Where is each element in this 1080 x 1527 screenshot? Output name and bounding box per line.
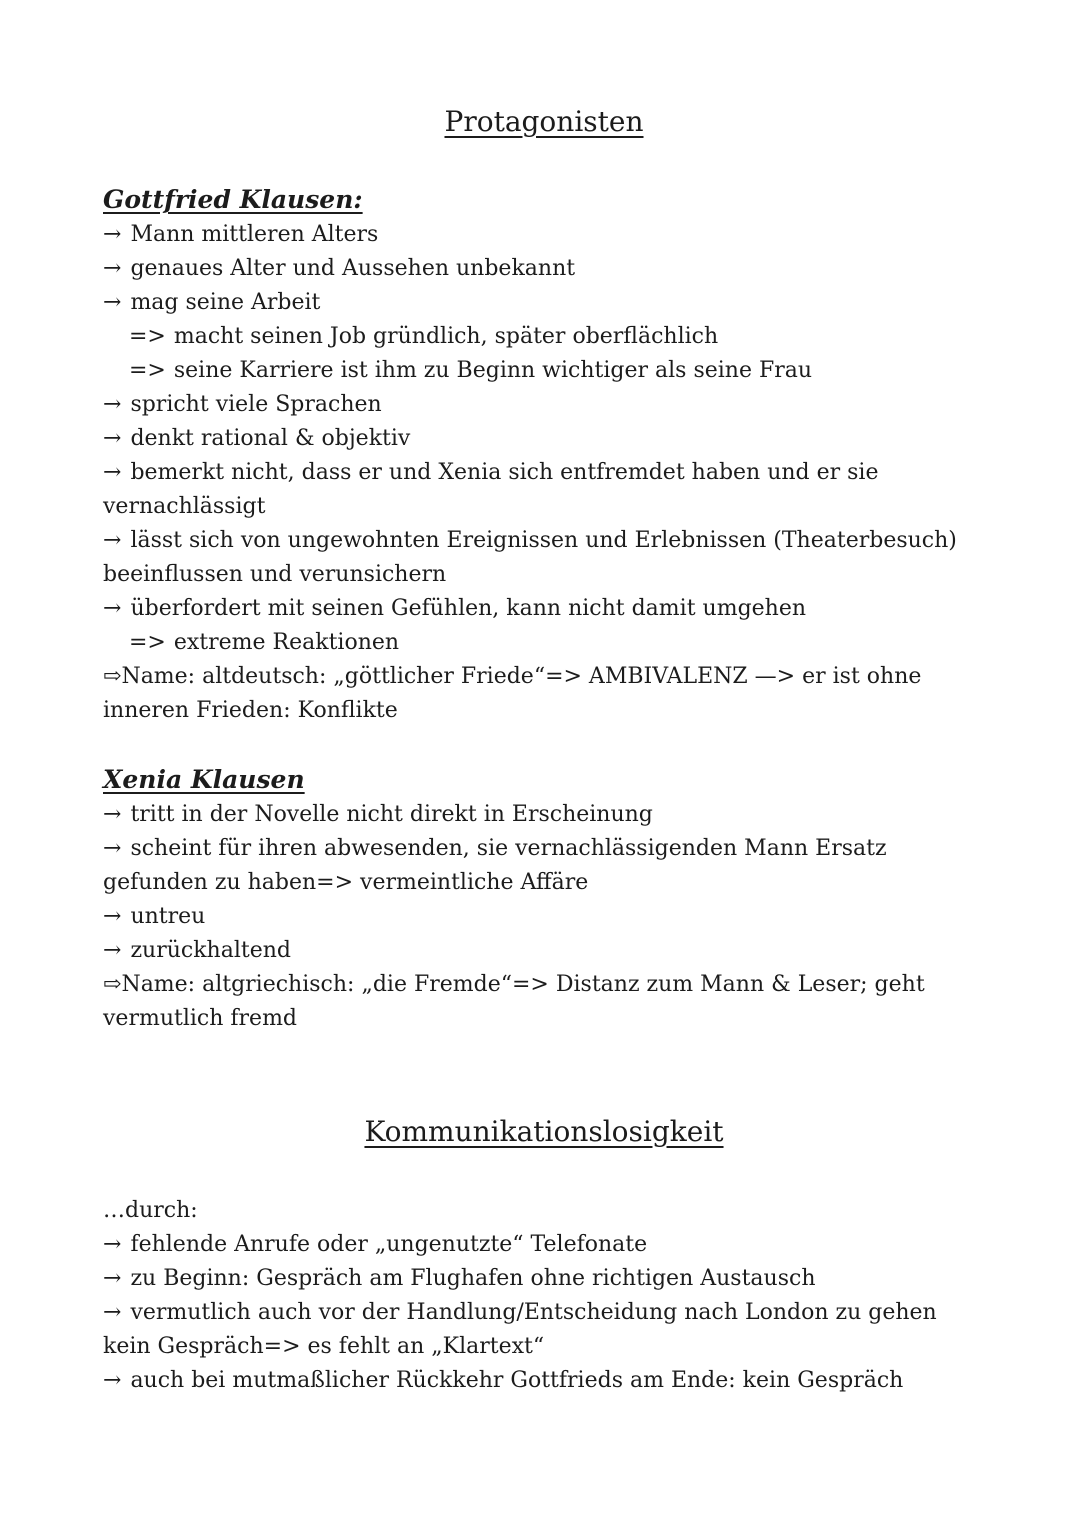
list-item [103,422,985,456]
list-item-text: Mann mittleren Alters [130,222,379,247]
list-item-text: scheint für ihren abwesenden, sie vernachlässigenden Mann Ersatz gefunden zu haben=> vermeintliche Affäre [103,836,887,895]
list-item [103,1262,985,1296]
list-item [103,798,985,832]
list-item-text: genaues Alter und Aussehen unbekannt [130,256,576,281]
big-arrow-icon: ⇨ [103,972,122,997]
arrow-icon: → [103,528,122,553]
list-item-text: seine Karriere ist ihm zu Beginn wichtiger als seine Frau [173,358,813,383]
list-item-text: untreu [130,904,206,929]
name-note-item [103,968,985,1036]
list-subitem [103,354,985,388]
list-item-text: auch bei mutmaßlicher Rückkehr Gottfrieds am Ende: kein Gespräch [130,1368,904,1393]
section-xenia-klausen [103,762,985,1036]
arrow-icon: → [103,938,122,963]
arrow-icon: → [103,1368,122,1393]
list-item-text: zu Beginn: Gespräch am Flughafen ohne richtigen Austausch [130,1266,816,1291]
arrow-icon: → [103,1232,122,1257]
intro-line [103,1194,985,1228]
list-item [103,456,985,524]
list-item [103,832,985,900]
arrow-icon: → [103,222,122,247]
arrow-icon: → [103,392,122,417]
list-item-text: tritt in der Novelle nicht direkt in Erscheinung [130,802,653,827]
list-item-text: extreme Reaktionen [173,630,400,655]
arrow-icon: → [103,1266,122,1291]
list-item-text: mag seine Arbeit [130,290,321,315]
section-heading-text: Gottfried Klausen: [103,185,363,214]
list-item [103,592,985,626]
arrow-icon: → [103,460,122,485]
list-item [103,900,985,934]
list-item-text: Name: altdeutsch: „göttlicher Friede“=> AMBIVALENZ —> er ist ohne inneren Frieden: Konflikte [103,664,922,723]
list-item-text: fehlende Anrufe oder „ungenutzte“ Telefonate [130,1232,648,1257]
list-item-text: lässt sich von ungewohnten Ereignissen und Erlebnissen (Theaterbesuch) beeinflussen und verunsichern [103,528,957,587]
list-item [103,1228,985,1262]
list-item [103,286,985,320]
intro-text: …durch: [103,1198,198,1223]
implies-icon: => [129,630,166,655]
section-kommunikationslosigkeit [103,1194,985,1398]
arrow-icon: → [103,596,122,621]
arrow-icon: → [103,290,122,315]
page-title-protagonisten [103,104,985,140]
list-item [103,1364,985,1398]
arrow-icon: → [103,836,122,861]
list-item [103,934,985,968]
name-note-item [103,660,985,728]
list-item [103,388,985,422]
list-item-text: denkt rational & objektiv [130,426,411,451]
list-item-text: Name: altgriechisch: „die Fremde“=> Distanz zum Mann & Leser; geht vermutlich fremd [103,972,925,1031]
section-heading-xenia [103,762,985,798]
arrow-icon: → [103,426,122,451]
list-subitem [103,320,985,354]
page-title-text: Protagonisten [444,105,644,138]
implies-icon: => [129,324,166,349]
big-arrow-icon: ⇨ [103,664,122,689]
list-item [103,218,985,252]
page-title-text: Kommunikationslosigkeit [364,1115,724,1148]
arrow-icon: → [103,904,122,929]
list-item-text: bemerkt nicht, dass er und Xenia sich entfremdet haben und er sie vernachlässigt [103,460,879,519]
section-heading-gottfried [103,182,985,218]
list-subitem [103,626,985,660]
list-item-text: spricht viele Sprachen [130,392,382,417]
page-title-kommunikationslosigkeit [103,1114,985,1150]
list-item-text: vermutlich auch vor der Handlung/Entscheidung nach London zu gehen kein Gespräch=> es fehlt an „Klartext“ [103,1300,937,1359]
list-item [103,1296,985,1364]
list-item-text: macht seinen Job gründlich, später oberflächlich [173,324,719,349]
section-heading-text: Xenia Klausen [103,765,305,794]
arrow-icon: → [103,1300,122,1325]
implies-icon: => [129,358,166,383]
arrow-icon: → [103,256,122,281]
list-item-text: zurückhaltend [130,938,291,963]
list-item-text: überfordert mit seinen Gefühlen, kann nicht damit umgehen [130,596,807,621]
section-gottfried-klausen [103,182,985,728]
list-item [103,524,985,592]
list-item [103,252,985,286]
arrow-icon: → [103,802,122,827]
